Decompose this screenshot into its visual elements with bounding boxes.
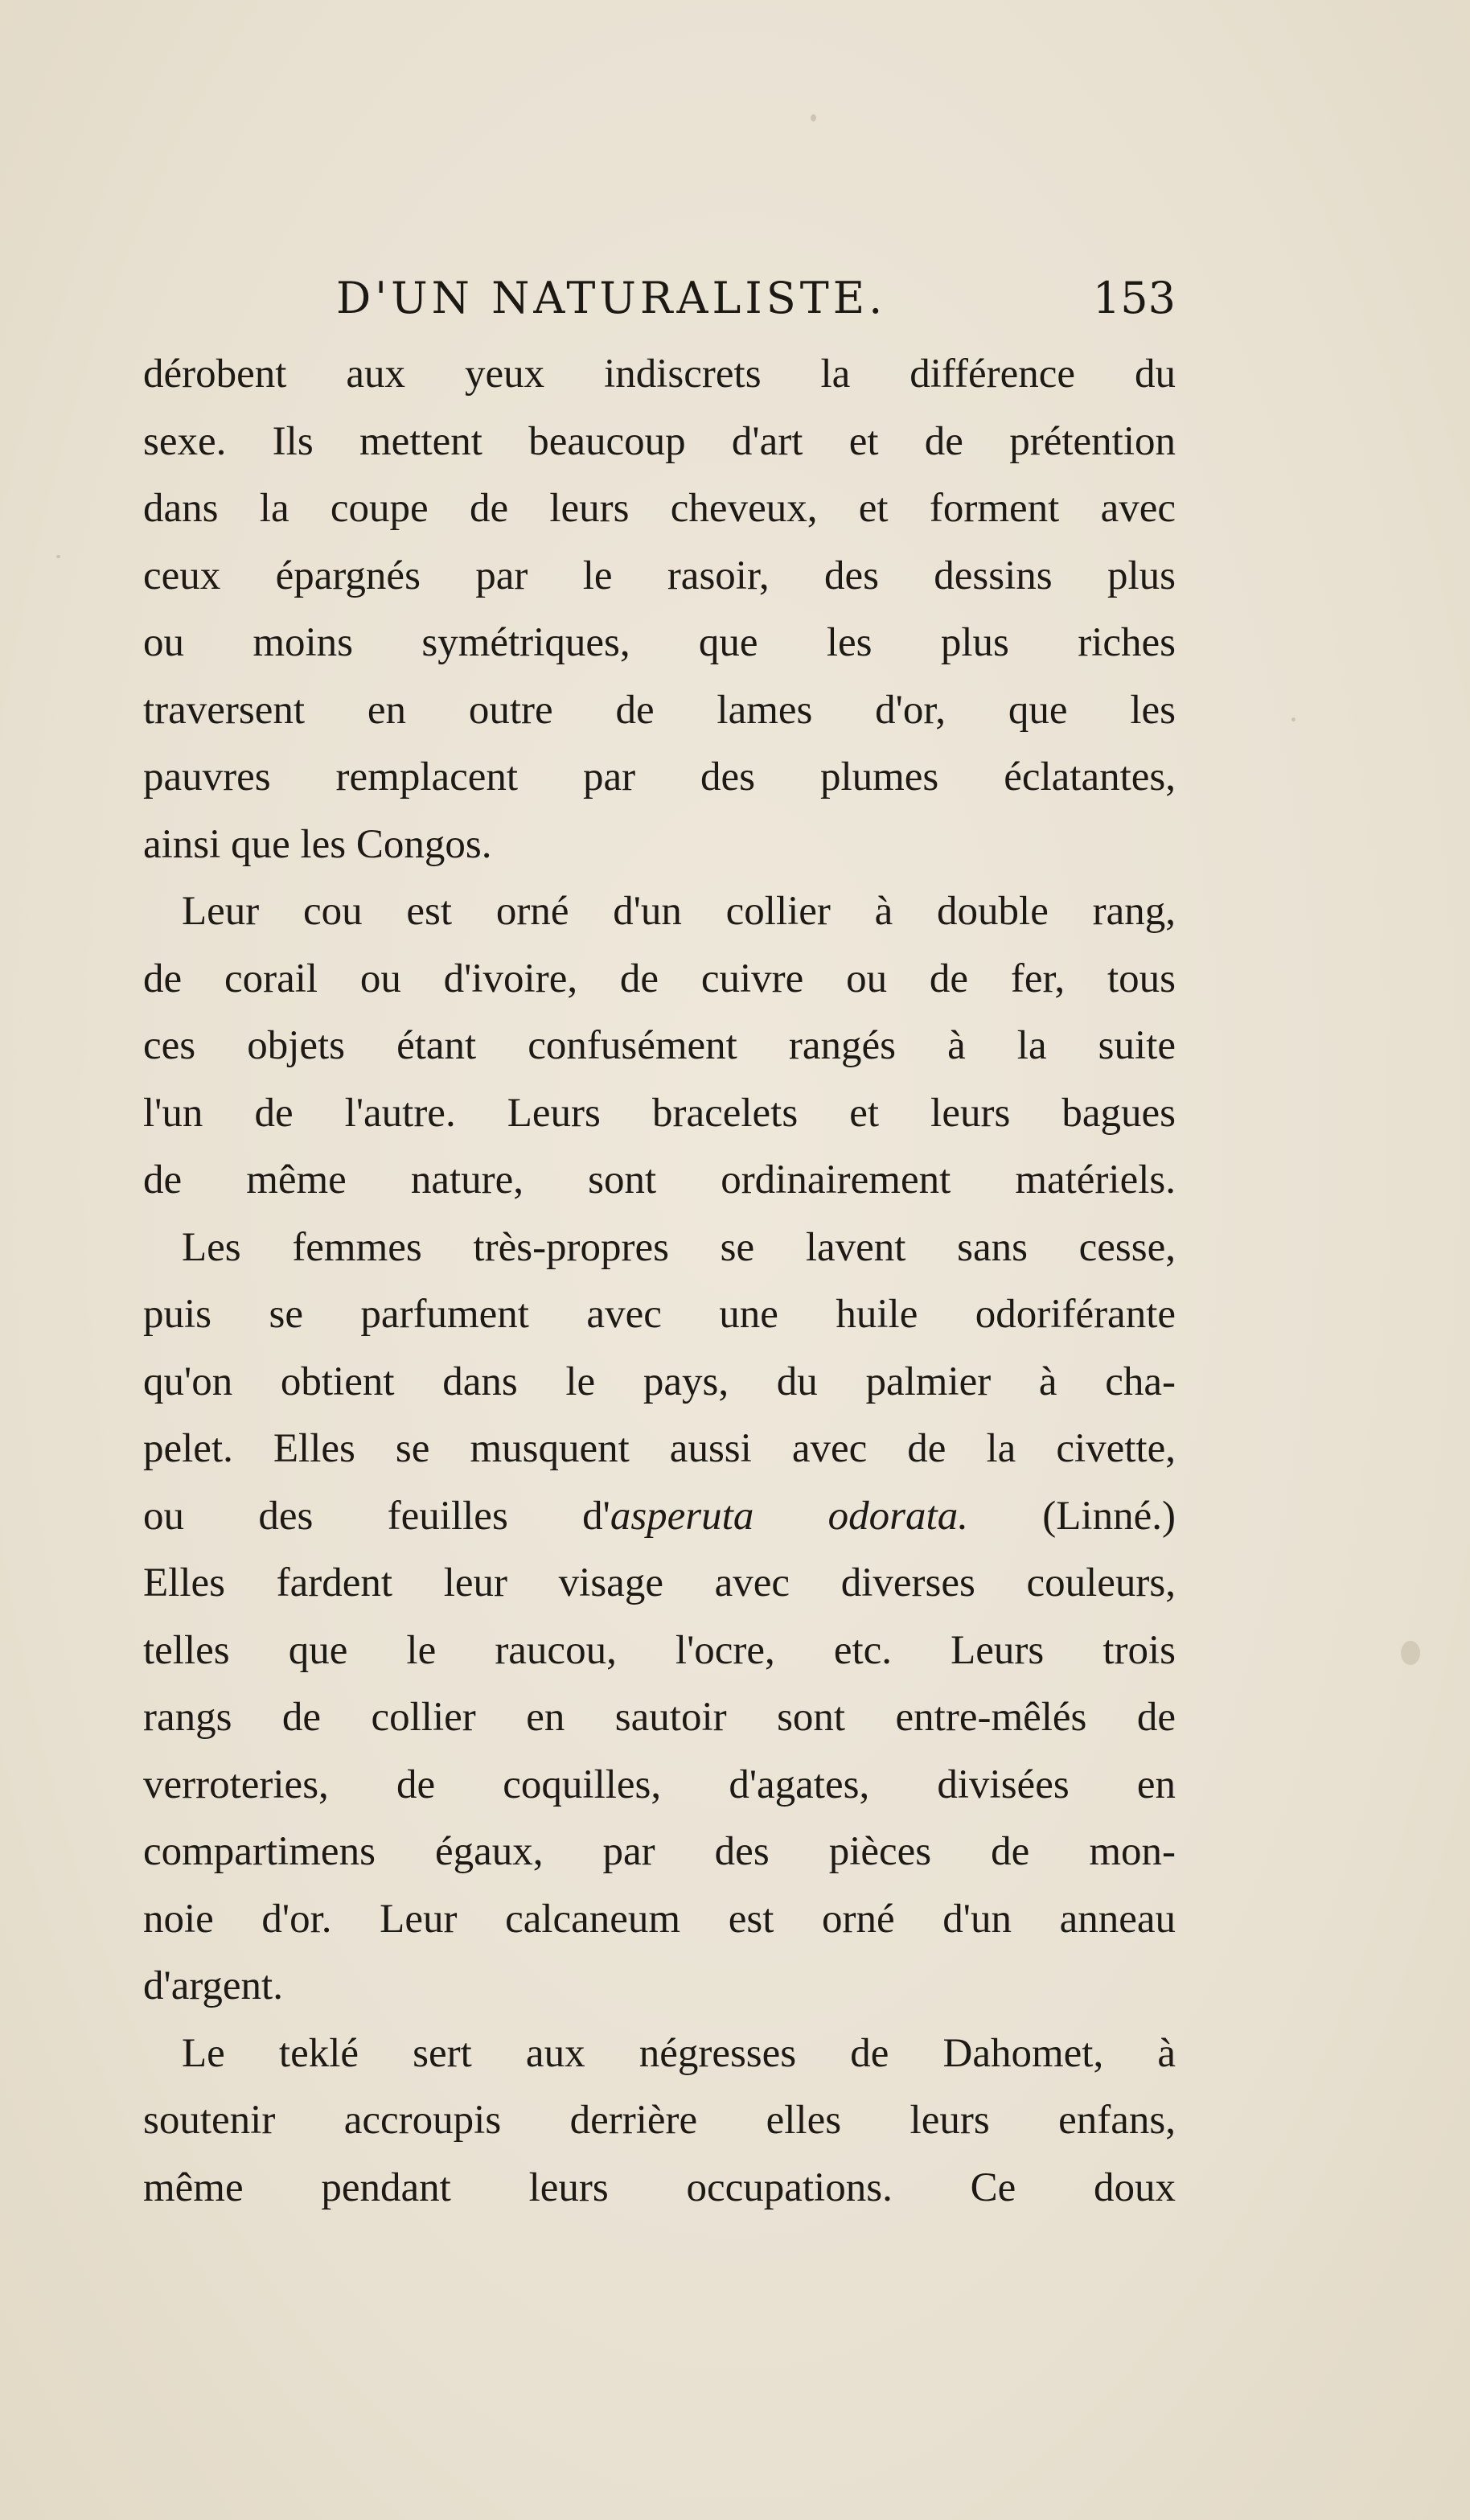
- text-segment: ou des feuilles d': [143, 1493, 610, 1539]
- paper-speck: [811, 114, 816, 121]
- text-line: puis se parfument avec une huile odoriférante: [143, 1292, 1176, 1337]
- text-line: pauvres remplacent par des plumes éclatantes,: [143, 754, 1176, 800]
- text-line: Le teklé sert aux négresses de Dahomet, à: [182, 2030, 1176, 2076]
- paper-speck: [1291, 717, 1295, 721]
- text-line: Leur cou est orné d'un collier à double rang,: [182, 889, 1176, 934]
- text-line: de corail ou d'ivoire, de cuivre ou de fer, tous: [143, 956, 1176, 1001]
- italic-term: asperuta odorata.: [610, 1493, 968, 1539]
- text-line: dans la coupe de leurs cheveux, et forment avec: [143, 486, 1176, 531]
- text-line: qu'on obtient dans le pays, du palmier à cha-: [143, 1359, 1176, 1404]
- text-line: Les femmes très-propres se lavent sans cesse,: [182, 1224, 1176, 1270]
- paragraph: [143, 2021, 1176, 2222]
- running-head: D'UN NATURALISTE.: [336, 273, 887, 323]
- text-line: ainsi que les Congos.: [143, 821, 492, 867]
- text-line: noie d'or. Leur calcaneum est orné d'un anneau: [143, 1896, 1176, 1942]
- text-line: dérobent aux yeux indiscrets la différence du: [143, 351, 1176, 397]
- text-line: ou moins symétriques, que les plus riches: [143, 620, 1176, 665]
- foxing-spot: [1401, 1641, 1420, 1665]
- text-line: même pendant leurs occupations. Ce doux: [143, 2164, 1176, 2210]
- paragraph: [143, 878, 1176, 1215]
- text-line: pelet. Elles se musquent aussi avec de la civette,: [143, 1426, 1176, 1471]
- text-line: d'argent.: [143, 1963, 283, 2008]
- text-line: l'un de l'autre. Leurs bracelets et leurs bagues: [143, 1090, 1176, 1136]
- text-line: verroteries, de coquilles, d'agates, divisées en: [143, 1762, 1176, 1807]
- page-number: 153: [1092, 273, 1176, 323]
- text-segment: (Linné.): [967, 1493, 1176, 1539]
- text-line: telles que le raucou, l'ocre, etc. Leurs trois: [143, 1627, 1176, 1673]
- text-line: sexe. Ils mettent beaucoup d'art et de prétention: [143, 418, 1176, 464]
- body-text: [143, 341, 1176, 2222]
- text-line: soutenir accroupis derrière elles leurs enfans,: [143, 2098, 1176, 2143]
- text-line: compartimens égaux, par des pièces de mon-: [143, 1829, 1176, 1874]
- page-header: [158, 262, 1176, 335]
- text-line: rangs de collier en sautoir sont entre-mêlés de: [143, 1695, 1176, 1740]
- text-line: ceux épargnés par le rasoir, des dessins plus: [143, 553, 1176, 598]
- text-line: Elles fardent leur visage avec diverses couleurs,: [143, 1560, 1176, 1605]
- text-line: ces objets étant confusément rangés à la suite: [143, 1023, 1176, 1068]
- text-line: de même nature, sont ordinairement matériels.: [143, 1157, 1176, 1202]
- paper-speck: [56, 555, 60, 558]
- paragraph: [143, 341, 1176, 878]
- text-line: traversent en outre de lames d'or, que les: [143, 687, 1176, 733]
- paragraph: [143, 1215, 1176, 2021]
- text-line: [143, 1483, 1176, 1551]
